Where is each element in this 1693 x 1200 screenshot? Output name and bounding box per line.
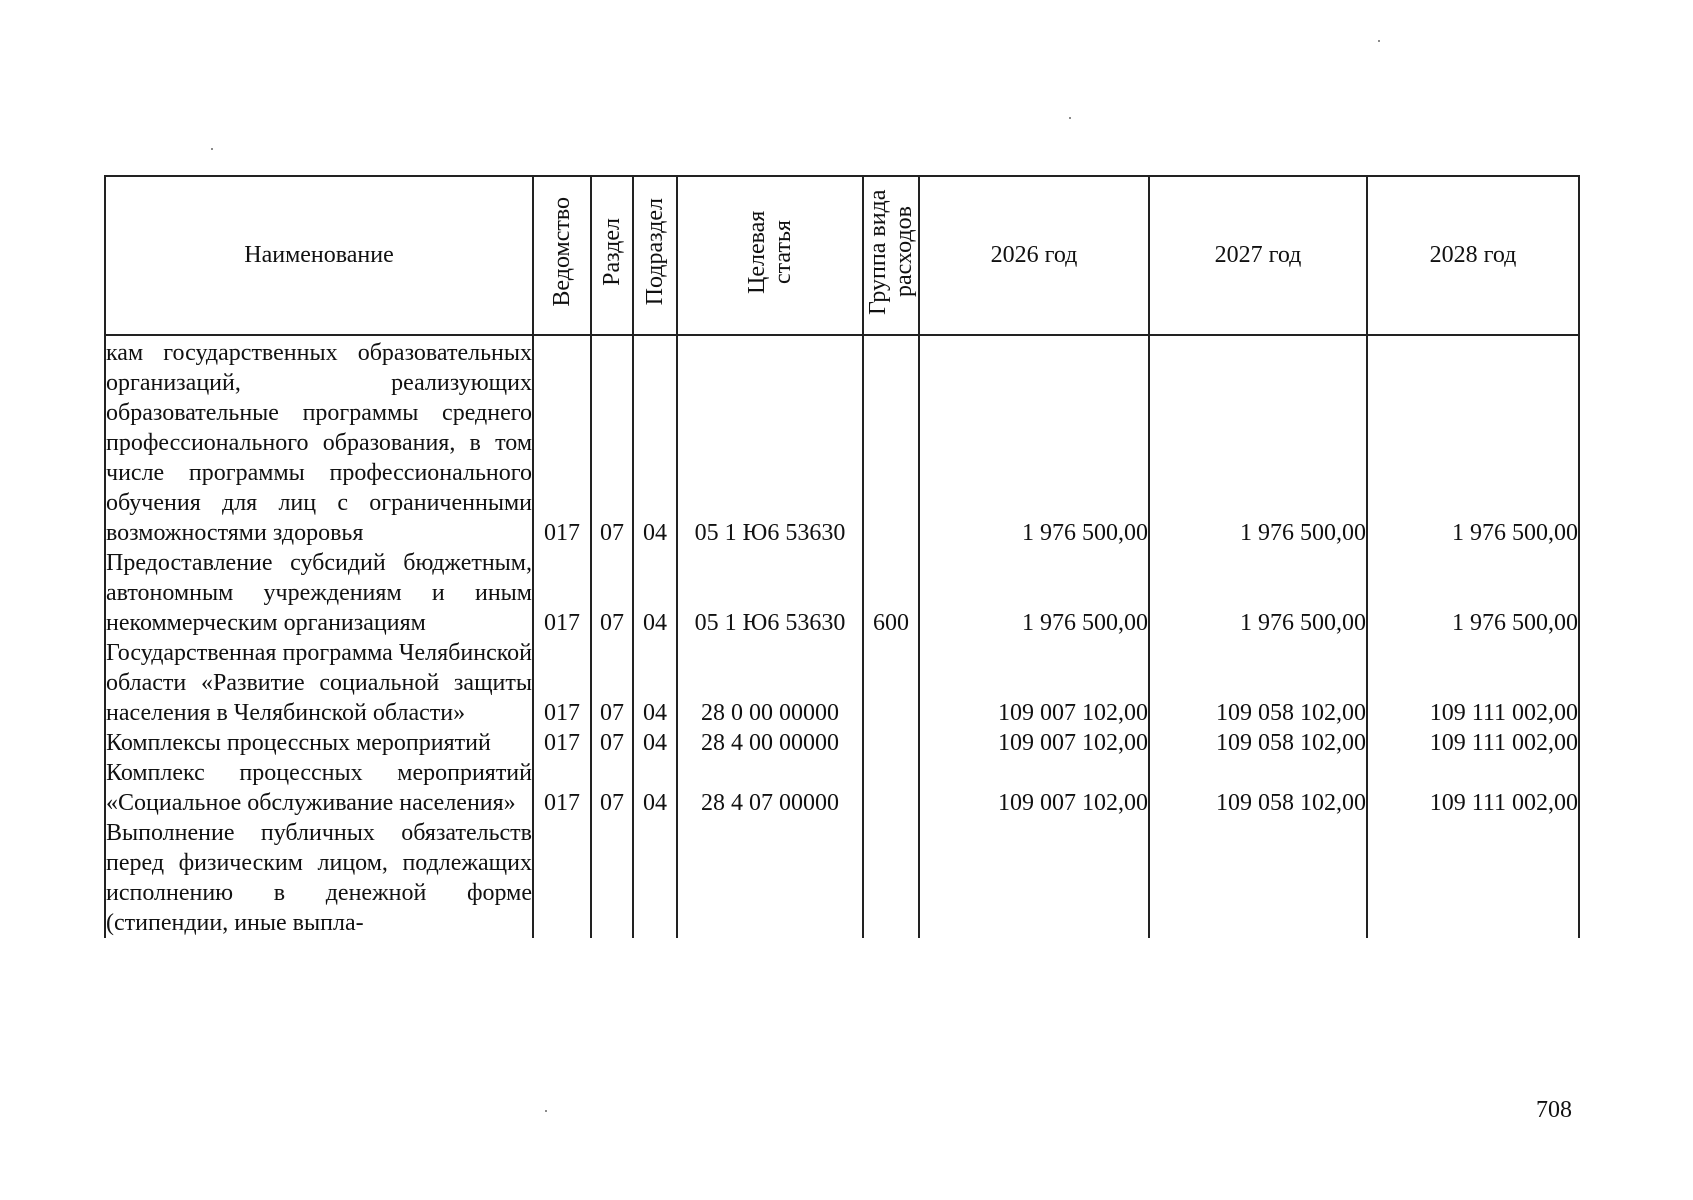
scan-speck (545, 1110, 547, 1112)
header-name: Наименование (105, 176, 533, 335)
row-2027: 109 058 102,00 (1149, 638, 1367, 728)
row-name: Комплекс процессных мероприятий «Социальное обслуживание населения» (106, 760, 532, 816)
row-podrazdel (633, 818, 677, 938)
row-vedomstvo (533, 818, 591, 938)
scan-speck (1069, 117, 1071, 119)
header-podrazdel: Подраздел (633, 176, 677, 335)
row-gruppa (863, 728, 919, 758)
row-2028: 1 976 500,00 (1367, 335, 1579, 548)
row-podrazdel: 04 (633, 548, 677, 638)
row-celevaya: 28 4 07 00000 (677, 758, 863, 818)
row-podrazdel: 04 (633, 728, 677, 758)
header-celevaya: Целевая статья (677, 176, 863, 335)
row-vedomstvo: 017 (533, 638, 591, 728)
header-vedomstvo: Ведомство (533, 176, 591, 335)
table-row (105, 758, 1579, 818)
row-2027: 1 976 500,00 (1149, 548, 1367, 638)
table-row (105, 548, 1579, 638)
row-2026: 1 976 500,00 (919, 548, 1149, 638)
table-row (105, 638, 1579, 728)
row-celevaya (677, 818, 863, 938)
scan-speck (211, 148, 213, 150)
row-razdel: 07 (591, 758, 633, 818)
row-podrazdel: 04 (633, 638, 677, 728)
row-vedomstvo: 017 (533, 335, 591, 548)
scan-speck (1378, 40, 1380, 42)
row-celevaya: 05 1 Ю6 53630 (677, 335, 863, 548)
row-name: Выполнение публичных обязательств перед физическим лицом, подлежащих исполнению в денежной форме (стипендии, иные выпла- (106, 820, 532, 936)
row-2026: 1 976 500,00 (919, 335, 1149, 548)
row-2028: 1 976 500,00 (1367, 548, 1579, 638)
table-header-row (105, 176, 1579, 335)
row-2027: 1 976 500,00 (1149, 335, 1367, 548)
table-row (105, 728, 1579, 758)
header-gruppa: Группа вида расходов (863, 176, 919, 335)
row-name: Комплексы процессных мероприятий (105, 728, 533, 758)
row-gruppa (863, 758, 919, 818)
row-2027: 109 058 102,00 (1149, 758, 1367, 818)
row-2027 (1149, 818, 1367, 938)
row-name: кам государственных образовательных организаций, реализующих образовательные программы среднего профессионального образования, в том числе программы профессионального обучения для лиц с ограниченными возможностями здоровья (105, 335, 533, 548)
row-name: Предоставление субсидий бюджетным, автономным учреждениям и иным некоммерческим организациям (106, 550, 532, 636)
row-gruppa (863, 335, 919, 548)
row-celevaya: 05 1 Ю6 53630 (677, 548, 863, 638)
row-gruppa (863, 638, 919, 728)
row-razdel: 07 (591, 335, 633, 548)
row-2026: 109 007 102,00 (919, 728, 1149, 758)
budget-table (104, 175, 1580, 938)
header-razdel: Раздел (591, 176, 633, 335)
row-gruppa (863, 818, 919, 938)
row-vedomstvo: 017 (533, 728, 591, 758)
row-razdel (591, 818, 633, 938)
header-2028: 2028 год (1367, 176, 1579, 335)
table-row (105, 818, 1579, 938)
row-celevaya: 28 4 00 00000 (677, 728, 863, 758)
row-2028: 109 111 002,00 (1367, 758, 1579, 818)
row-gruppa: 600 (863, 548, 919, 638)
header-2026: 2026 год (919, 176, 1149, 335)
row-name: Государственная программа Челябинской области «Развитие социальной защиты населения в Челябинской области» (106, 640, 532, 726)
table-row (105, 335, 1579, 548)
row-razdel: 07 (591, 728, 633, 758)
row-podrazdel: 04 (633, 758, 677, 818)
header-2027: 2027 год (1149, 176, 1367, 335)
row-2026 (919, 818, 1149, 938)
row-podrazdel: 04 (633, 335, 677, 548)
row-2026: 109 007 102,00 (919, 638, 1149, 728)
row-2026: 109 007 102,00 (919, 758, 1149, 818)
row-2027: 109 058 102,00 (1149, 728, 1367, 758)
row-vedomstvo: 017 (533, 758, 591, 818)
row-razdel: 07 (591, 548, 633, 638)
row-2028: 109 111 002,00 (1367, 638, 1579, 728)
page-number: 708 (1536, 1097, 1572, 1123)
row-2028 (1367, 818, 1579, 938)
row-vedomstvo: 017 (533, 548, 591, 638)
row-celevaya: 28 0 00 00000 (677, 638, 863, 728)
row-razdel: 07 (591, 638, 633, 728)
row-2028: 109 111 002,00 (1367, 728, 1579, 758)
